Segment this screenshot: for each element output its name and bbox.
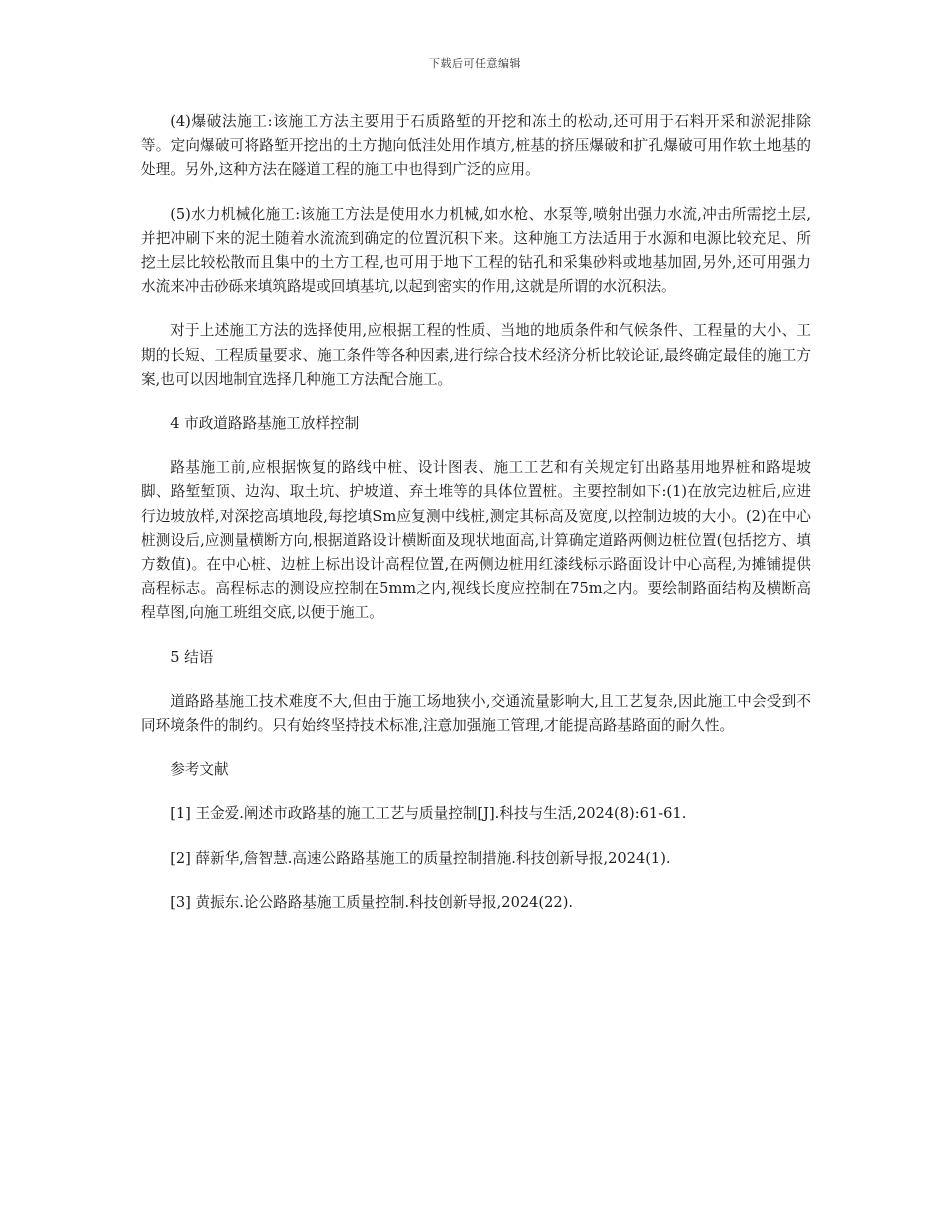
- reference-item-2: [2] 薛新华,詹智慧.高速公路路基施工的质量控制措施.科技创新导报,2024(1).: [170, 849, 671, 867]
- section-heading-4: 4 市政道路路基施工放样控制: [170, 415, 360, 433]
- paragraph-conclusion: 道路路基施工技术难度不大,但由于施工场地狭小,交通流量影响大,且工艺复杂,因此施工中会受到不同环境条件的制约。只有始终坚持技术标准,注意加强施工管理,才能提高路基路面的耐久性。: [141, 692, 811, 735]
- page-header: 下载后可任意编辑: [429, 57, 521, 70]
- reference-item-3: [3] 黄振东.论公路路基施工质量控制.科技创新导报,2024(22).: [170, 893, 574, 911]
- references-heading: 参考文献: [170, 761, 229, 779]
- document-body: [141, 110, 811, 935]
- section-heading-5: 5 结语: [170, 648, 214, 666]
- paragraph-hydraulic-method: (5)水力机械化施工:该施工方法是使用水力机械,如水枪、水泵等,喷射出强力水流,冲击所需挖土层,并把冲刷下来的泥土随着水流流到确定的位置沉积下来。这种施工方法适用于水源和电源比较充足、所挖土层比较松散而且集中的土方工程,也可用于地下工程的钻孔和采集砂料或地基加固,另外,还可用强力水流来冲击砂砾来填筑路堤或回填基坑,以起到密实的作用,这就是所谓的水沉积法。: [141, 205, 811, 296]
- paragraph-stakeout-control: 路基施工前,应根据恢复的路线中桩、设计图表、施工工艺和有关规定钉出路基用地界桩和路堤坡脚、路堑堑顶、边沟、取土坑、护坡道、弃土堆等的具体位置桩。主要控制如下:(1)在放完边桩后,应进行边坡放样,对深挖高填地段,每挖填Sm应复测中线桩,测定其标高及宽度,以控制边坡的大小。(2)在中心桩测设后,应测量横断方向,根据道路设计横断面及现状地面高,计算确定道路两侧边桩位置(包括挖方、填方数值)。在中心桩、边桩上标出设计高程位置,在两侧边桩用红漆线标示路面设计中心高程,为摊铺提供高程标志。高程标志的测设应控制在5mm之内,视线长度应控制在75m之内。要绘制路面结构及横断高程草图,向施工班组交底,以便于施工。: [141, 459, 811, 622]
- reference-item-1: [1] 王金爱.阐述市政路基的施工工艺与质量控制[J].科技与生活,2024(8):61-61.: [170, 805, 687, 823]
- paragraph-blasting-method: (4)爆破法施工:该施工方法主要用于石质路堑的开挖和冻土的松动,还可用于石料开采和淤泥排除等。定向爆破可将路堑开挖出的土方抛向低洼处用作填方,桩基的挤压爆破和扩孔爆破可用作软土地基的处理。另外,这种方法在隧道工程的施工中也得到广泛的应用。: [141, 113, 811, 179]
- paragraph-method-selection: 对于上述施工方法的选择使用,应根据工程的性质、当地的地质条件和气候条件、工程量的大小、工期的长短、工程质量要求、施工条件等各种因素,进行综合技术经济分析比较论证,最终确定最佳的施工方案,也可以因地制宜选择几种施工方法配合施工。: [141, 322, 811, 388]
